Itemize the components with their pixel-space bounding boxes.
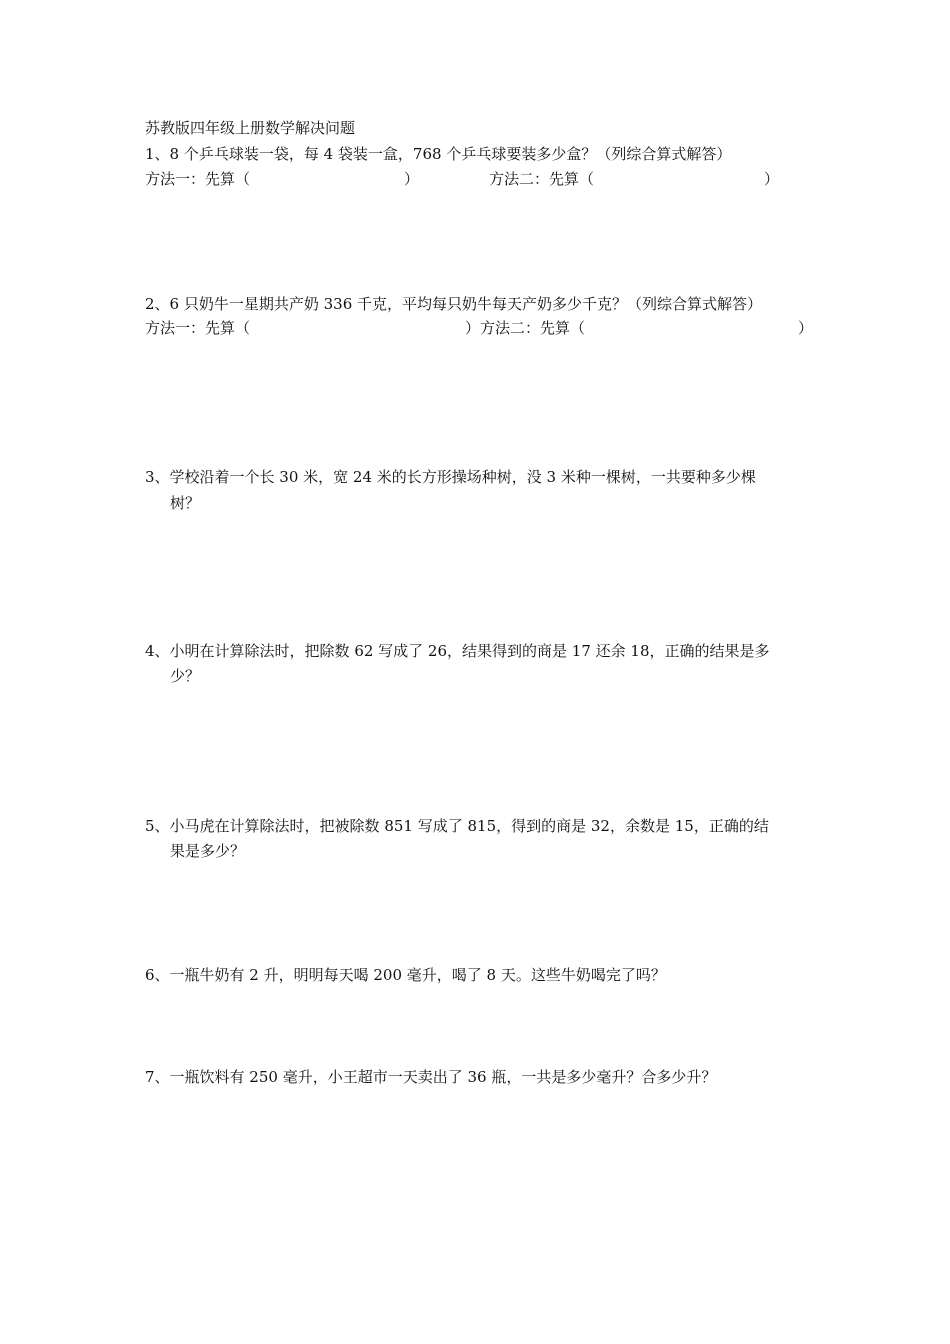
question-1-method2-close: ） (764, 170, 780, 188)
question-3-line1: 3、学校沿着一个长 30 米，宽 24 米的长方形操场种树，没 3 米种一棵树，一共要种多少棵 (145, 468, 756, 486)
question-1-method1-label: 方法一：先算（ (145, 170, 251, 188)
question-2-method1-label: 方法一：先算（ (145, 319, 251, 337)
question-1-method2-label: 方法二：先算（ (489, 170, 595, 188)
question-2-method2-label: ）方法二：先算（ (465, 319, 586, 337)
question-1-method1-close: ） (404, 170, 420, 188)
page-title: 苏教版四年级上册数学解决问题 (145, 119, 356, 137)
question-7-text: 7、一瓶饮料有 250 毫升，小王超市一天卖出了 36 瓶，一共是多少毫升？合多少升？ (145, 1068, 717, 1086)
question-1-text: 1、8 个乒乓球装一袋，每 4 袋装一盒，768 个乒乓球要装多少盒？（列综合算式解答） (145, 145, 732, 163)
question-3-line2: 树？ (170, 494, 201, 512)
question-6-text: 6、一瓶牛奶有 2 升，明明每天喝 200 毫升，喝了 8 天。这些牛奶喝完了吗？ (145, 966, 666, 984)
question-4-line2: 少？ (170, 667, 201, 685)
question-5-line2: 果是多少？ (170, 842, 246, 860)
question-2-method2-close: ） (798, 319, 814, 337)
question-5-line1: 5、小马虎在计算除法时，把被除数 851 写成了 815，得到的商是 32，余数是 15，正确的结 (145, 817, 769, 835)
question-4-line1: 4、小明在计算除法时，把除数 62 写成了 26，结果得到的商是 17 还余 18，正确的结果是多 (145, 642, 770, 660)
question-2-text: 2、6 只奶牛一星期共产奶 336 千克，平均每只奶牛每天产奶多少千克？（列综合算式解答） (145, 295, 763, 313)
